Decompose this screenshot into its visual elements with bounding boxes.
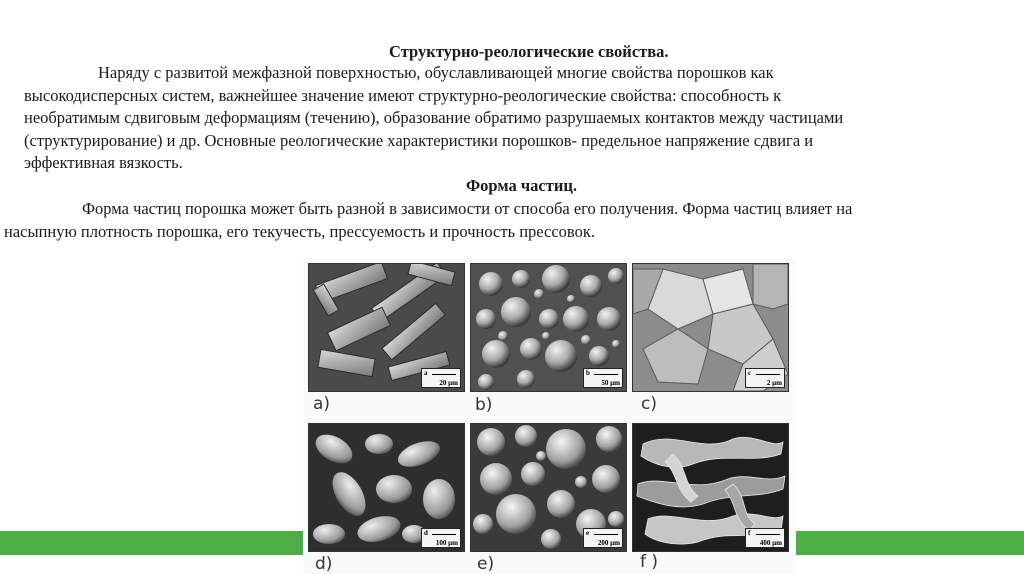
panel-tag: e: [586, 529, 590, 537]
scale-bar: [745, 368, 785, 388]
section-title-particle-shape: Форма частиц.: [466, 176, 577, 195]
caption-a: a): [313, 394, 331, 414]
section-title-rheology: Структурно-реологические свойства.: [389, 42, 669, 61]
particle-shape-paragraph: [4, 198, 852, 243]
paragraph-line: насыпную плотность порошка, его текучесть, прессуемость и прочность прессовок.: [4, 221, 595, 241]
caption-d: d): [315, 554, 333, 574]
caption-e: e): [477, 554, 495, 574]
accent-bar-right: [796, 531, 1024, 555]
paragraph-line: необратимым сдвиговым деформациям (течению), образование обратимо разрушаемых контактов между частицами: [24, 108, 844, 127]
caption-f: f ): [640, 552, 659, 572]
paragraph-line: (структурирование) и др. Основные реологические характеристики порошков- предельное напряжение сдвига и: [24, 130, 814, 150]
paragraph-line: высокодисперсных систем, важнейшее значение имеют структурно-реологические свойства: способность к: [24, 85, 782, 105]
scale-bar: [421, 368, 461, 388]
rheology-paragraph: [24, 62, 843, 175]
panel-tag: c: [748, 369, 752, 377]
scale-bar: [583, 368, 623, 388]
micrograph-f: [632, 423, 789, 552]
caption-c: c): [641, 394, 657, 414]
scale-bar: [745, 528, 785, 548]
scale-bar: [583, 528, 623, 548]
scale-label: 200 µm: [597, 539, 620, 547]
scale-label: 50 µm: [601, 379, 620, 387]
micrograph-c: [632, 263, 789, 392]
paragraph-line: Наряду с развитой межфазной поверхностью, обуславливающей многие свойства порошков как: [98, 63, 774, 82]
scale-label: 400 µm: [759, 539, 782, 547]
scale-label: 20 µm: [439, 379, 458, 387]
accent-bar-left: [0, 531, 303, 555]
micrograph-d: [308, 423, 465, 552]
micrograph-b: [470, 263, 627, 392]
panel-tag: a: [424, 369, 428, 377]
panel-tag: f: [748, 529, 751, 537]
panel-tag: d: [424, 529, 428, 537]
scale-bar: [421, 528, 461, 548]
scale-label: 2 µm: [766, 379, 782, 387]
micrograph-e: [470, 423, 627, 552]
micrograph-a: [308, 263, 465, 392]
particle-micrographs-figure: [303, 258, 796, 574]
caption-b: b): [475, 395, 493, 415]
panel-tag: b: [586, 369, 590, 377]
scale-label: 100 µm: [435, 539, 458, 547]
paragraph-line: эффективная вязкость.: [24, 153, 183, 172]
paragraph-line: Форма частиц порошка может быть разной в зависимости от способа его получения. Форма частиц влияет на: [82, 199, 853, 218]
